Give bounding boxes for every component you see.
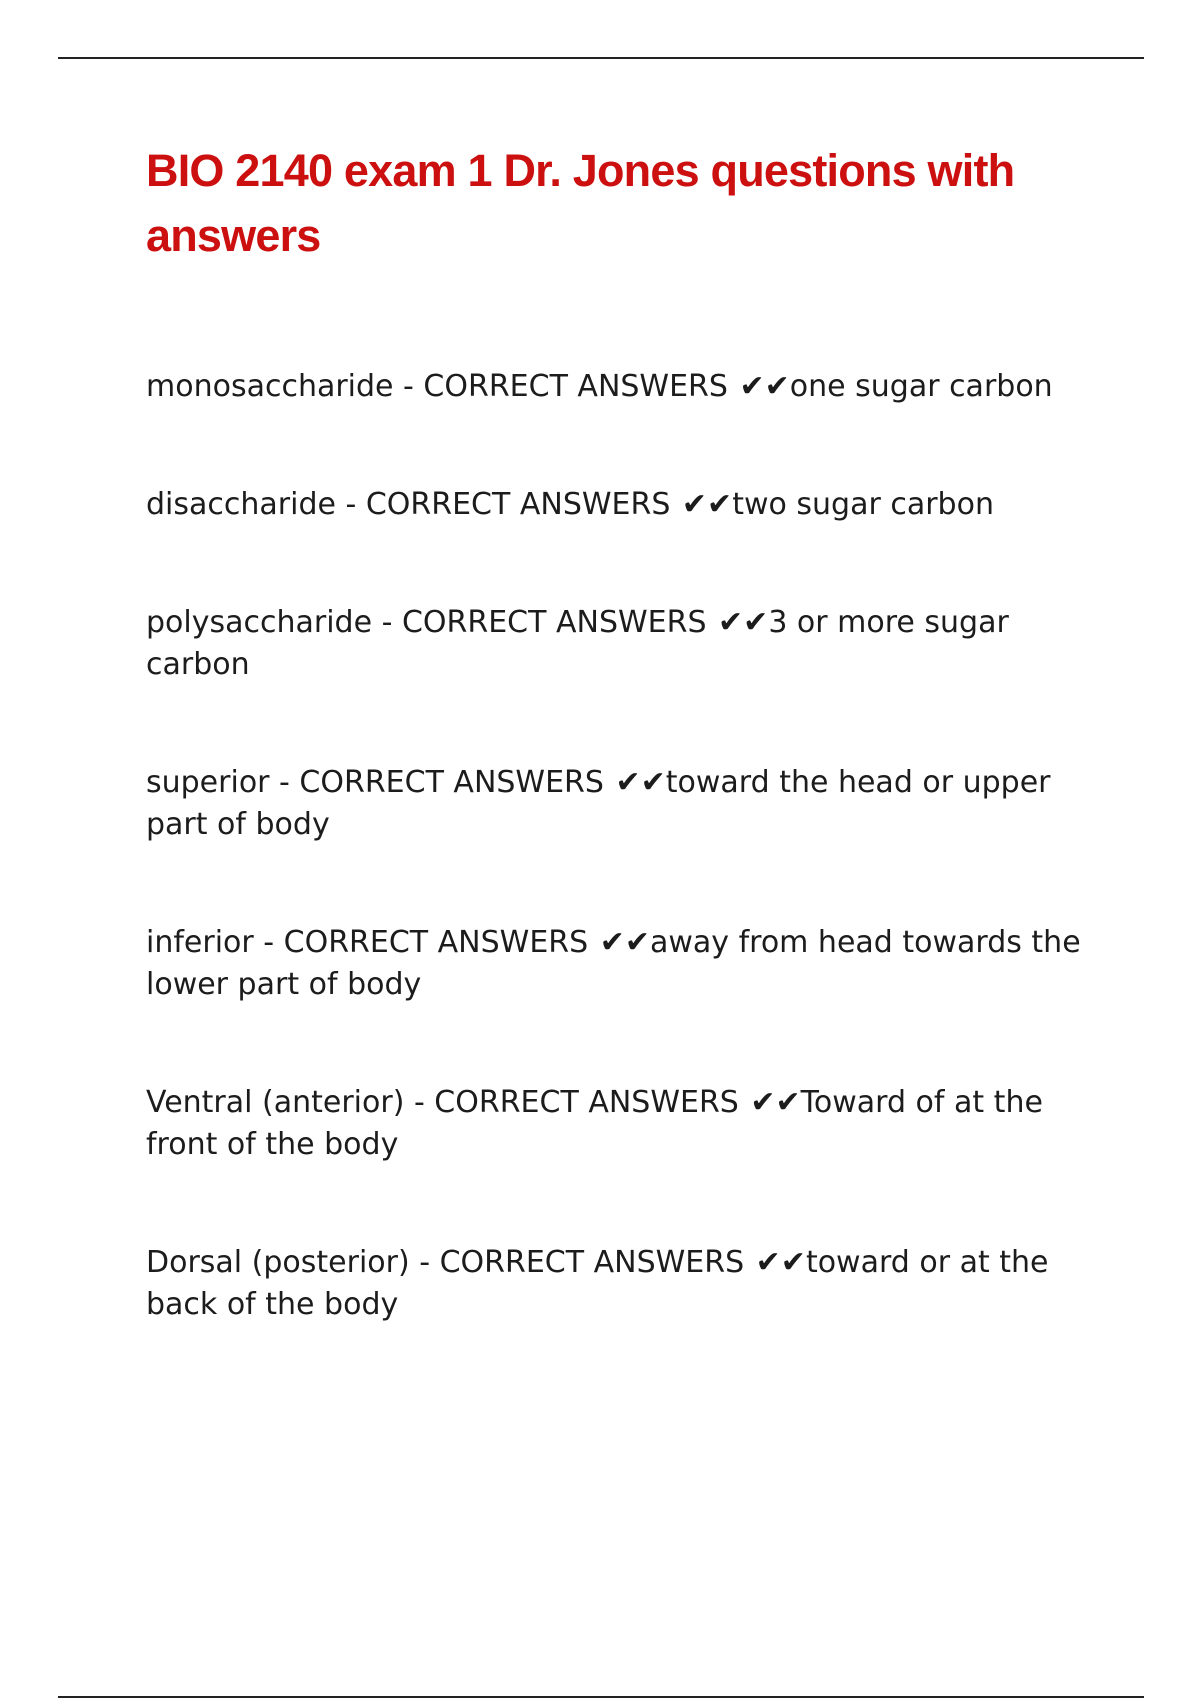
qa-separator: - CORRECT ANSWERS: [409, 1245, 754, 1280]
qa-term: disaccharide: [146, 487, 336, 522]
qa-separator: - CORRECT ANSWERS: [372, 605, 717, 640]
double-check-icon: ✔✔: [599, 925, 650, 960]
qa-separator: - CORRECT ANSWERS: [393, 369, 738, 404]
qa-answer: one sugar carbon: [789, 369, 1053, 404]
qa-item: [146, 484, 1086, 526]
qa-term: polysaccharide: [146, 605, 373, 640]
double-check-icon: ✔✔: [739, 369, 790, 404]
double-check-icon: ✔✔: [615, 765, 666, 800]
double-check-icon: ✔✔: [681, 487, 733, 522]
qa-term: Ventral (anterior): [146, 1085, 405, 1120]
qa-answer: toward or at the back of the body: [146, 1245, 1059, 1322]
bottom-rule: [58, 1696, 1144, 1698]
qa-separator: - CORRECT ANSWERS: [269, 765, 614, 800]
top-rule: [58, 57, 1144, 59]
qa-item: [146, 762, 1086, 846]
qa-list: [146, 366, 1091, 1326]
qa-answer: two sugar carbon: [732, 487, 994, 522]
qa-term: monosaccharide: [146, 369, 394, 404]
qa-item: [146, 602, 1086, 686]
qa-separator: - CORRECT ANSWERS: [404, 1085, 749, 1120]
qa-item: [146, 1082, 1086, 1166]
double-check-icon: ✔✔: [718, 605, 769, 640]
document-body: [146, 138, 1091, 1402]
qa-answer: Toward of at the front of the body: [146, 1085, 1053, 1162]
qa-separator: - CORRECT ANSWERS: [335, 487, 680, 522]
qa-term: Dorsal (posterior): [146, 1245, 410, 1280]
qa-answer: away from head towards the lower part of body: [146, 925, 1091, 1002]
qa-term: inferior: [146, 925, 254, 960]
double-check-icon: ✔✔: [755, 1245, 806, 1280]
qa-item: [146, 1242, 1086, 1326]
qa-item: [146, 366, 1086, 408]
double-check-icon: ✔✔: [750, 1085, 801, 1120]
qa-answer: 3 or more sugar carbon: [146, 605, 1019, 682]
document-title: BIO 2140 exam 1 Dr. Jones questions with answers: [146, 145, 1015, 261]
qa-term: superior: [146, 765, 270, 800]
qa-separator: - CORRECT ANSWERS: [253, 925, 598, 960]
qa-item: [146, 922, 1091, 1006]
qa-answer: toward the head or upper part of body: [146, 765, 1061, 842]
